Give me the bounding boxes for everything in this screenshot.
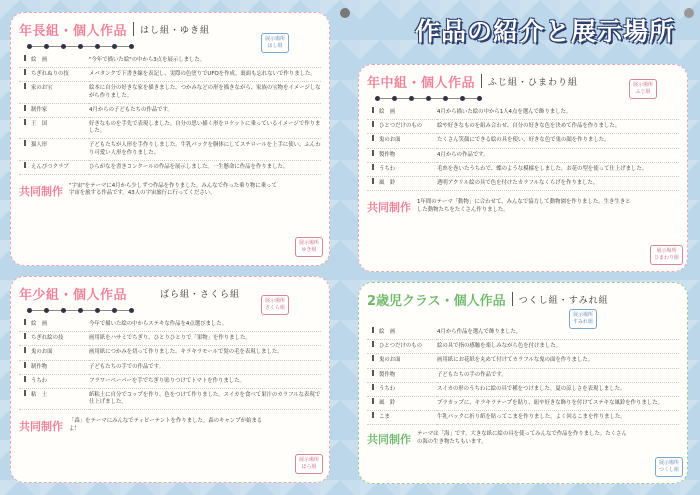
joint-label: 共同制作 [19,185,63,199]
card-nencho [10,12,330,266]
location-badge: 展示場所 はし組 [261,33,289,53]
table-row: うちわ 毛糸を巻いたうちわで、蝶のような模様をしました。お花の型を使って仕上げました。 [367,162,679,176]
card-nensho [10,276,330,483]
table-row: えんぴつクラブ ひらがなを書きコンクールの作品を展示しました。一生懸命に作品を作りました。 [19,160,321,174]
table-row: 製作物 4月からの作品です。 [367,148,679,162]
joint-text: 1年間のテーマ「動物」に合わせて、みんなで協力して動物園を作りました。生き生きとした動物たちをたくさん作りました。 [417,199,631,213]
table-row: 絵 画 4月から作品を選んで飾りました。 [367,326,679,340]
class-names: はし組・ゆき組 [140,25,211,36]
table-row: 制作物 子どもたちの手での作品です。 [19,360,321,374]
class-names: ふじ組・ひまわり組 [488,77,579,88]
table-row: 製作物 子どもたちの手の作品です。 [367,368,679,382]
joint-location-badge: 展示場所 つくし組 [655,457,683,477]
table-row: 猫人形 子どもたちが人形を手作りしました。牛乳パックを胴体にしてスチロールを上手に使い、ふんわり可愛い人形を作りました。 [19,139,321,160]
joint-text: 「森」をテーマにみんなでティピーテントを作りました。森のキャンプが始まるよ！ [69,418,263,432]
table-row: 絵 画 "今年で描いた絵"の中から3点を展示しました。 [19,54,321,68]
joint-label: 共同制作 [367,201,411,215]
card-title: 年中組・個人作品 [367,75,476,91]
table-row: ちぎれぬりの技 メバタンクで下書き線を表記し、実際の色塗りでUFOを作成。裏面も忘れないで作りました。 [19,68,321,82]
works-table [19,318,321,410]
table-row: 鬼のお面 たくさん笑顔にできる絵の具を使い、好きな色で鬼の顔を作りました。 [367,134,679,148]
table-row: 絵 画 今年で描いた絵の中からステキな作品を4点選びました。 [19,318,321,332]
table-row: ひとつだけのもの 絵や好きなものを組み合わせ、自分の好きな色を決めて作品を作りました。 [367,120,679,134]
table-row: 鬼のお面 画用紙にお花紙を丸めて付けてカラフルな鬼の面を作りました。 [367,354,679,368]
class-names: ばら組・さくら組 [160,289,241,300]
table-row: 風 鈴 プラカップに、キラキラテープを貼り、紐や好きな飾りを付けてステキな風鈴を作りました。 [367,397,679,411]
table-row: ちぎれ絵の技 画用紙をハサミでちぎり、ひとりひとりで「果物」を作りました。 [19,332,321,346]
location-badge: 展示場所 ふじ組 [629,79,657,99]
table-row: 制作家 4月からの子どもたちの作品です。 [19,103,321,117]
table-row: うちわ スイカの形のうちわに絵の具で種をつけました。夏の涼しさを表現しました。 [367,382,679,396]
pushpin-icon [684,8,694,18]
page-banner: 作品の紹介と展示場所 [415,17,676,46]
class-names: つくし組・すみれ組 [518,295,609,306]
card-nenchu [358,64,688,272]
works-table [19,54,321,175]
table-row: 風 鈴 透明アクリル絵の具で色を付けたカラフルなくらげを作りました。 [367,177,679,191]
joint-section [367,195,679,215]
title-divider [133,22,134,36]
table-row: 鬼のお面 画用紙につかみを切って作りました。キラキラモールで髪の毛を表現しました。 [19,346,321,360]
joint-section [19,414,321,434]
card-title: 年少組・個人作品 [19,287,128,303]
location-badge: 展示場所 すみれ組 [569,309,597,329]
joint-location-badge: 展示場所 ばら組 [295,454,323,474]
title-divider [481,74,482,88]
table-row: 家のお宝 絵本に自分の好きな家を描きました。つかみなどの形を描きながら、家族の宝物をイメージしながら作りました。 [19,82,321,103]
joint-label: 共同制作 [19,420,63,434]
table-row: 粘 土 紙粘土に自分でコップを作り、色をつけて作りました。スイカを食べて果汁のカラフルな表現で仕上げました。 [19,389,321,410]
joint-text: テーマは「海」です。大きな紙に絵の具を使ってみんなで作品を作りました。たくさんの海の生き物たちもいます。 [417,431,627,445]
location-badge: 展示場所 さくら組 [261,295,289,315]
card-title: 年長組・個人作品 [19,23,128,39]
card-age2 [358,282,688,484]
pushpin-icon [340,8,350,18]
title-divider [512,292,513,306]
joint-section [367,427,679,447]
joint-text: "宇宙"をテーマに4月から少しずつ作品を作りました。みんなで作った乗り物に乗って宇宙を旅する作品です。43人の宇宙旅行に行ってください。 [69,183,277,197]
card-title: 2歳児クラス・個人作品 [367,293,506,309]
table-row: うちわ フラワーペーパーを手でちぎり貼りつけてトマトを作りました。 [19,374,321,388]
joint-section [19,179,321,199]
works-table [367,106,679,191]
joint-location-badge: 展示場所 ゆき組 [295,237,323,257]
joint-label: 共同制作 [367,433,411,447]
table-row: こま 牛乳パックに折り紙を貼ってこまを作りました。よく回るこまを作りました。 [367,411,679,425]
table-row: ひとつだけのもの 絵の具で指の感触を楽しみながら色を付けました。 [367,340,679,354]
table-row: 絵 画 4月から描いた絵の中から1人4点を選んで飾りました。 [367,106,679,120]
dot-divider [375,312,679,316]
table-row: 王 国 好きなものを手先で表現しました。自分の思い描く形をロケットに乗っているイメージで作りました。 [19,118,321,139]
joint-location-badge: 展示場所 ひまわり組 [650,245,683,265]
works-table [367,326,679,425]
